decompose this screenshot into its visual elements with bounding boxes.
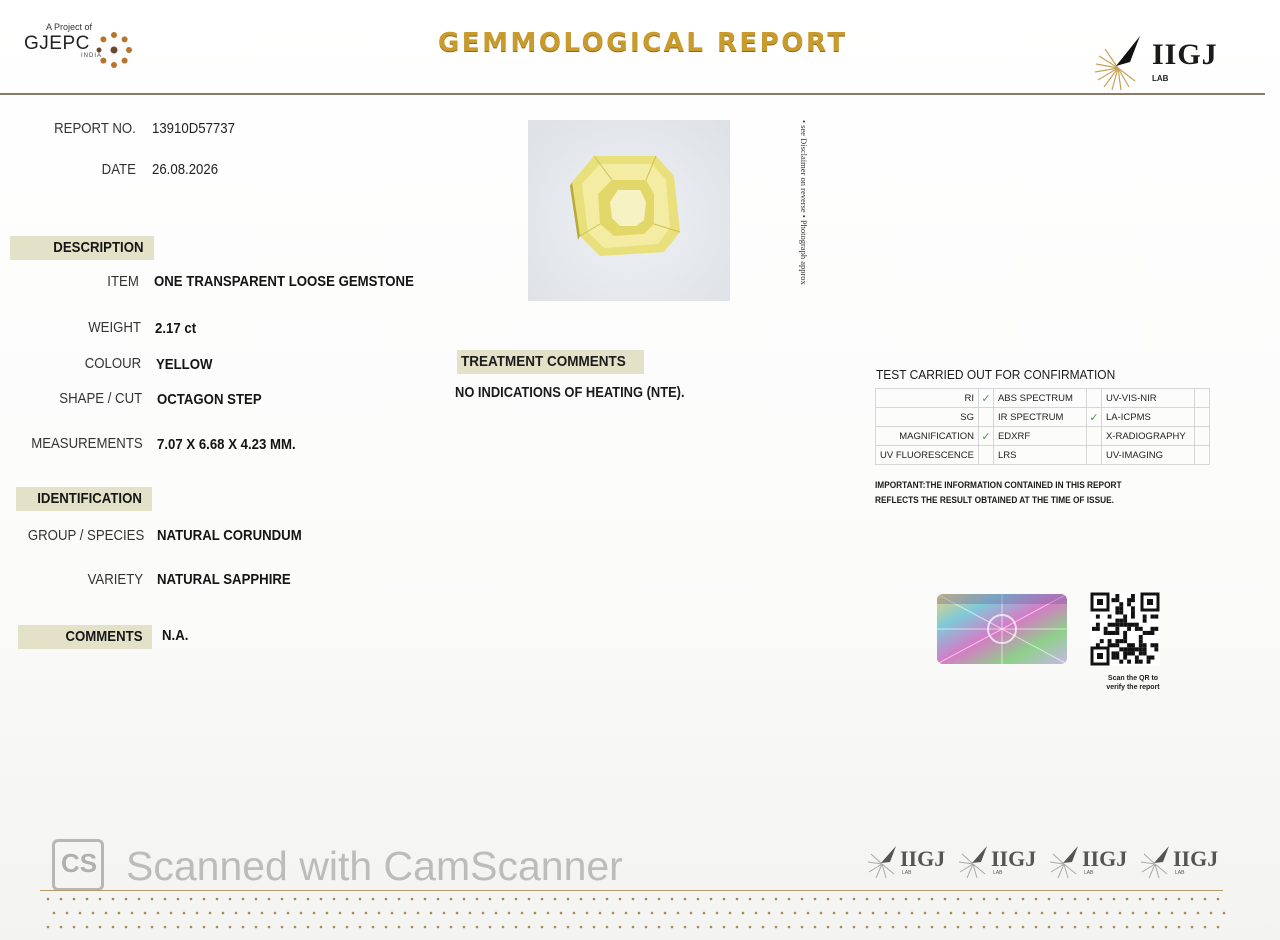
- test-name: LA-ICPMS: [1101, 408, 1194, 427]
- footer-starburst-icon: [866, 844, 900, 880]
- test-name: LRS: [993, 446, 1086, 465]
- test-check-cell: [1194, 446, 1209, 465]
- test-name: X-RADIOGRAPHY: [1101, 427, 1194, 446]
- verification-qr-code[interactable]: [1090, 592, 1160, 666]
- footer-divider: [40, 890, 1223, 891]
- tests-row: [876, 389, 1210, 408]
- footer-logo-lab: LAB: [1175, 870, 1185, 876]
- report-no-label: REPORT NO.: [54, 120, 136, 137]
- security-hologram: [937, 594, 1067, 664]
- test-name: MAGNIFICATION: [876, 427, 979, 446]
- footer-iigj-logo: [866, 844, 952, 880]
- item-label: ITEM: [107, 273, 139, 290]
- gjepc-project-text: A Project of: [46, 22, 93, 32]
- camscanner-badge-text: CS: [61, 848, 98, 878]
- test-name: UV-IMAGING: [1101, 446, 1194, 465]
- footer-logo-text: IIGJ: [1173, 846, 1219, 871]
- footer-logo-lab: LAB: [1084, 870, 1094, 876]
- footer-iigj-logo: [957, 844, 1043, 880]
- treatment-text: NO INDICATIONS OF HEATING (NTE).: [455, 384, 685, 401]
- test-name: SG: [876, 408, 979, 427]
- weight-label: WEIGHT: [88, 319, 141, 336]
- date-value: 26.08.2026: [152, 161, 219, 178]
- tests-row: [876, 427, 1210, 446]
- group-species-label: GROUP / SPECIES: [27, 527, 144, 544]
- test-check-cell: [1086, 446, 1101, 465]
- test-check-cell: [1086, 389, 1101, 408]
- test-check-cell: [1086, 427, 1101, 446]
- gjepc-emblem-icon: [94, 30, 134, 70]
- footer-logo-text: IIGJ: [991, 846, 1037, 871]
- date-label: DATE: [101, 161, 136, 178]
- important-notice: IMPORTANT:THE INFORMATION CONTAINED IN THIS REPORT REFLECTS THE RESULT OBTAINED AT THE TIME OF ISSUE.: [875, 480, 1122, 505]
- footer-starburst-icon: [1048, 844, 1082, 880]
- qr-caption-line2: verify the report: [1106, 684, 1160, 691]
- iigj-lab-text: LAB: [1152, 74, 1169, 83]
- tests-row: [876, 446, 1210, 465]
- iigj-wordmark: IIGJ: [1152, 38, 1218, 71]
- test-checked-icon: ✓: [978, 389, 993, 408]
- shape-value: OCTAGON STEP: [157, 391, 262, 408]
- test-name: IR SPECTRUM: [993, 408, 1086, 427]
- test-name: UV FLUORESCENCE: [876, 446, 979, 465]
- colour-value: YELLOW: [156, 356, 213, 373]
- camscanner-logo-icon: [52, 839, 104, 891]
- footer-starburst-icon: [957, 844, 991, 880]
- test-check-cell: [1194, 408, 1209, 427]
- description-heading: DESCRIPTION: [10, 236, 154, 260]
- footer-logo-text: IIGJ: [900, 846, 946, 871]
- camscanner-watermark: [50, 837, 690, 897]
- test-checked-icon: ✓: [978, 427, 993, 446]
- measurements-label: MEASUREMENTS: [31, 435, 143, 452]
- variety-value: NATURAL SAPPHIRE: [157, 571, 291, 588]
- gemstone-photo: [528, 120, 730, 301]
- test-check-cell: [978, 446, 993, 465]
- report-no-value: 13910D57737: [152, 120, 235, 137]
- shape-label: SHAPE / CUT: [59, 390, 142, 407]
- gjepc-logo: [22, 22, 137, 72]
- footer-iigj-logo: [1048, 844, 1134, 880]
- test-name: EDXRF: [993, 427, 1086, 446]
- gjepc-wordmark: GJEPC: [24, 33, 90, 54]
- identification-heading: IDENTIFICATION: [16, 487, 152, 511]
- measurements-value: 7.07 X 6.68 X 4.23 MM.: [157, 436, 296, 453]
- tests-table: [875, 388, 1210, 465]
- footer-logo-lab: LAB: [902, 870, 912, 876]
- qr-caption-line1: Scan the QR to: [1107, 675, 1159, 682]
- test-checked-icon: ✓: [1086, 408, 1101, 427]
- footer-logo-lab: LAB: [993, 870, 1003, 876]
- iigj-logo: [1092, 32, 1232, 92]
- report-title: GEMMOLOGICAL REPORT: [438, 28, 848, 58]
- test-name: RI: [876, 389, 979, 408]
- qr-caption: [1100, 674, 1166, 692]
- tests-title: TEST CARRIED OUT FOR CONFIRMATION: [876, 367, 1116, 382]
- comments-value: N.A.: [162, 627, 189, 644]
- group-species-value: NATURAL CORUNDUM: [157, 527, 302, 544]
- footer-logos: [866, 844, 1226, 880]
- test-check-cell: [1194, 389, 1209, 408]
- comments-heading: COMMENTS: [18, 625, 152, 649]
- photo-disclaimer-note: • see Disclaimer on reverse • Photograph approx: [799, 120, 809, 285]
- test-name: UV-VIS-NIR: [1101, 389, 1194, 408]
- test-check-cell: [978, 408, 993, 427]
- footer-logo-text: IIGJ: [1082, 846, 1128, 871]
- header-divider: [0, 93, 1265, 95]
- item-value: ONE TRANSPARENT LOOSE GEMSTONE: [154, 273, 414, 290]
- footer-dot-border: [40, 893, 1230, 937]
- gemstone-image: [528, 120, 730, 301]
- colour-label: COLOUR: [84, 355, 141, 372]
- weight-value: 2.17 ct: [155, 320, 197, 337]
- variety-label: VARIETY: [87, 571, 143, 588]
- treatment-heading: TREATMENT COMMENTS: [457, 350, 644, 374]
- gjepc-india-text: INDIA: [81, 53, 103, 59]
- footer-iigj-logo: [1139, 844, 1225, 880]
- iigj-starburst-icon: [1092, 32, 1148, 92]
- footer-starburst-icon: [1139, 844, 1173, 880]
- test-name: ABS SPECTRUM: [993, 389, 1086, 408]
- camscanner-text: Scanned with CamScanner: [126, 843, 623, 889]
- test-check-cell: [1194, 427, 1209, 446]
- tests-row: [876, 408, 1210, 427]
